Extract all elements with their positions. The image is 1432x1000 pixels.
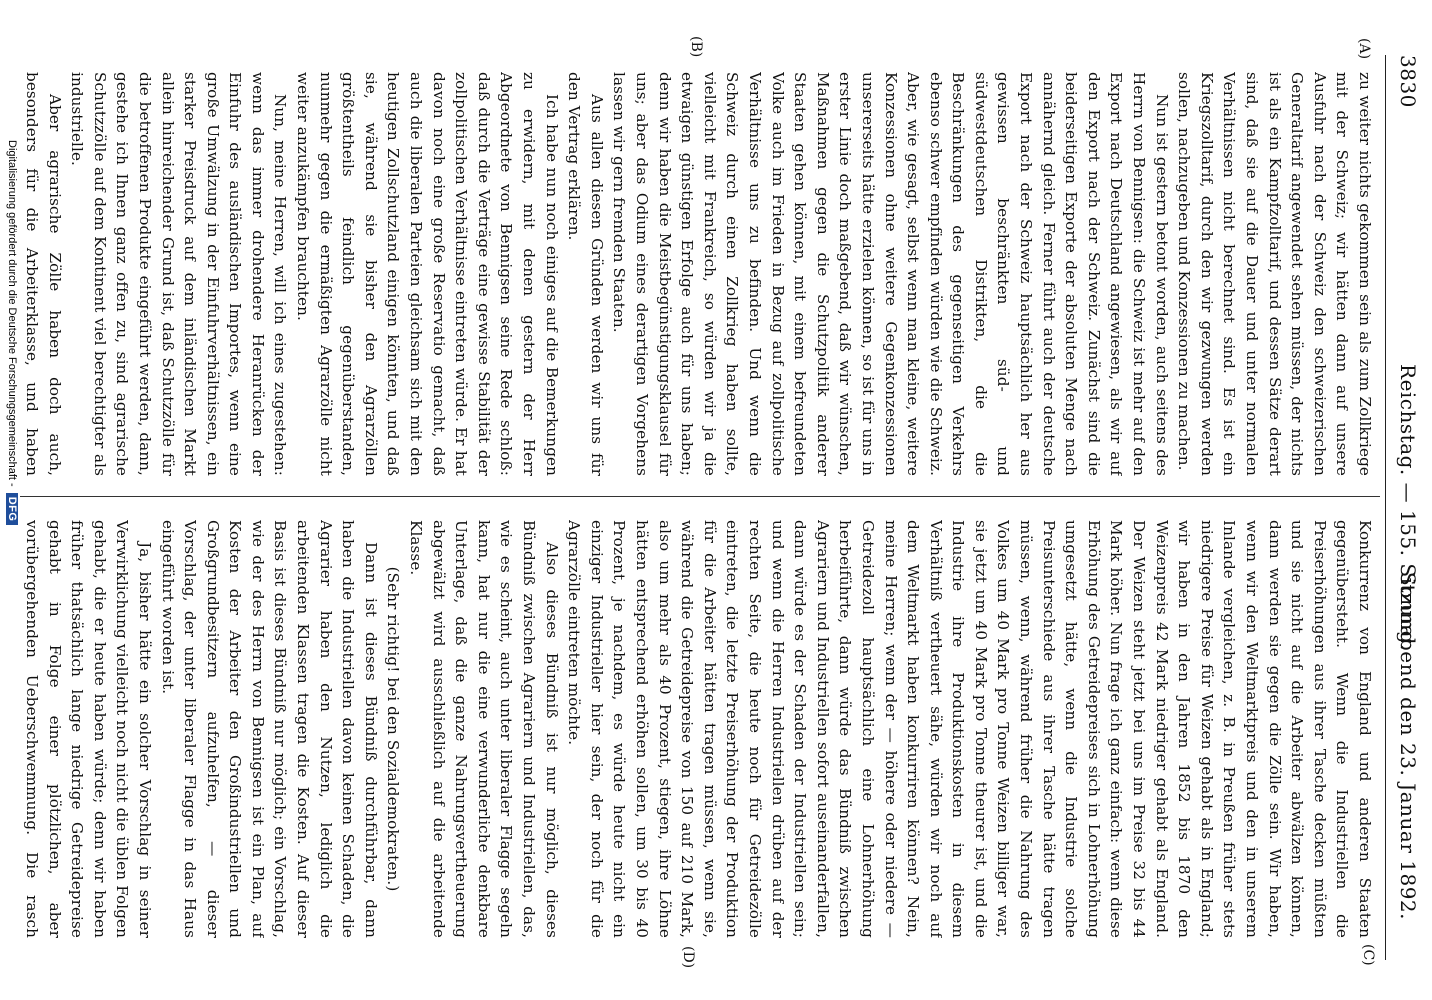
margin-marker-d: (D) xyxy=(680,946,696,969)
margin-marker-c: (C) xyxy=(1360,944,1376,966)
paragraph: Aber agrarische Zölle haben doch auch, besonders für die Arbeiterklasse, und haben xyxy=(22,72,64,476)
left-column xyxy=(20,72,1376,476)
header-rule xyxy=(1385,55,1386,960)
paragraph: Aus allen diesen Gründen werden wir uns für den Vertrag erklären. xyxy=(565,72,606,476)
paragraph: Nun ist gestern betont worden, auch seitens des Herrn von Bennigsen: die Schweiz ist mehr auf den Export nach Deutschland angewiesen, als wir auf den Export nach der Schweiz. Zunächst sind die beiderseitigen Exporte der absoluten Menge nach annähernd gleich. Ferner führt auch der deutsche Export nach der Schweiz hauptsächlich her aus gewissen beschränkten süd- und südwestdeutschen Distrikten, die die Beschränkungen des gegenseitigen Verkehrs ebenso schwer empfinden würden wie die Schweiz. Aber, wie gesagt, selbst wenn man kleine, weitere Konzessionen ohne weitere Gegenkonzessionen unsererseits hätte erzielen können, so ist für uns in erster Linie doch maßgebend, daß wir wünschen, Maßnahmen gegen die Schutzpolitik anderer Staaten gehen können, mit einem befreundeten Volke auch im Frieden in Bezug auf zollpolitische Verhältnisse uns zu befinden. Und wenn die Schweiz durch einen Zollkrieg haben sollte, vielleicht mit Frankreich, so würden wir ja die etwaigen günstigen Erfolge auch für uns haben; denn wir haben die Meistbegünstigungsklausel für uns; aber das Odium eines derartigen Vorgehens lassen wir gern fremden Staaten. xyxy=(610,72,1171,476)
session-title: Reichstag. — 155. Sitzung. xyxy=(1396,364,1420,651)
paragraph: zu weiter nichts gekommen sein als zum Zollkriege mit der Schweiz; wir hätten dann auf unsere Ausfuhr nach der Schweiz den schweizerischen Generaltarif angewendet sehen müssen, der nichts ist als ein Kampfzolltarif, und dessen Sätze derart sind, daß sie auf die Dauer und unter normalen Verhältnissen nicht berechnet sind. Es ist ein Kriegszolltarif, durch den wir gezwungen werden sollen, nachzugeben und Konzessionen zu machen. xyxy=(1175,72,1374,476)
session-date: Sonnabend den 23. Januar 1892. xyxy=(1396,572,1420,920)
paragraph: Also dieses Bündniß ist nur möglich, dieses Bündniß zwischen Agrariern und Industriellen, das, wie es scheint, auch unter liberaler Flagge segeln kann, hat nur die eine verwunderliche denkbare Unterlage, daß die ganze Nahrungsvertheuerung abgewälzt wird ausschließlich auf die arbeitende Klasse. xyxy=(407,520,561,938)
paragraph: Ich habe nun noch einiges auf die Bemerkungen zu erwidern, mit denen gestern der Herr Abgeordnete von Bennigsen seine Rede schloß: daß durch die Verträge eine gewisse Stabilität der zollpolitischen Verhältnisse eintreten würde. Er hat davon noch eine große Reservatio gemacht, daß auch die liberalen Parteien gleichsam sich mit den heutigen Zollschutzland einigen könnten, und daß sie, während sie bisher den Agrarzöllen größtentheils feindlich gegenüberstanden, nunmehr gegen die ermäßigten Agrarzölle nicht weiter anzukämpfen brauchten. xyxy=(294,72,561,476)
paragraph: (Sehr richtig! bei den Sozialdemokraten.) xyxy=(384,566,403,892)
paragraph: Ja, bisher hätte ein solcher Vorschlag in seiner Verwirklichung vielleicht noch nicht die üblen Folgen gehabt, die er heute haben würde; denn wir haben früher thatsächlich lange niedrige Getreidepreise gehabt in Folge einer plötzlichen, aber vorübergehenden Ueberschwemmung. Die rasch xyxy=(22,520,154,938)
paragraph: Dann ist dieses Bündniß durchführbar, dann haben die Industriellen davon keinen Schaden, die Agrarier haben den Nutzen, lediglich die arbeitenden Klassen tragen die Kosten. Auf dieser Basis ist dieses Bündniß nur möglich; ein Vorschlag, wie der des Herrn von Bennigsen ist ein Plan, auf Kosten der Arbeiter den Großindustriellen und Großgrundbesitzern aufzuhelfen, — dieser Vorschlag, der unter liberaler Flagge in das Haus eingeführt worden ist. xyxy=(158,520,380,938)
right-column xyxy=(20,520,1376,938)
paragraph: Nun, meine Herren, will ich eines zugestehen: wenn das immer drohendere Heranrücken der Einfuhr des ausländischen Importes, wenn eine große Umwälzung in der Einfuhrverhältnissen, ein starker Preisdruck auf dem inländischen Markt allein hinreichender Grund ist, daß Schutzzölle für die betroffenen Produkte eingeführt werden, dann, gestehe ich Ihnen ganz offen zu, sind agrarische Schutzzölle auf dem Kontinent viel berechtigter als industrielle. xyxy=(68,72,290,476)
column-divider xyxy=(20,496,1380,497)
page-number: 3830 xyxy=(1396,55,1420,108)
digitization-note: Digitalisierung gefördert durch die Deutsche Forschungsgemeinschaft - xyxy=(6,140,18,487)
running-head xyxy=(1384,55,1424,960)
digitization-footer xyxy=(2,140,18,525)
paragraph: Konkurrenz von England und anderen Staaten gegenübersteht. Wenn die Industriellen die Preiserhöhungen aus ihrer Tasche decken müßten und sie nicht auf die Arbeiter abwälzen können, dann werden sie gegen die Zölle sein. Wir haben, wenn wir den Weltmarktpreis und den in unserem Inlande vergleichen, z. B. in Preußen früher stets niedrigere Preise für Weizen gehabt als in England; wir haben in den Jahren 1852 bis 1870 den Weizenpreis 42 Mark niedriger gehabt als England. Der Weizen steht jetzt bei uns im Preise 32 bis 44 Mark höher. Nun frage ich ganz einfach: wenn diese Erhöhung des Getreidepreises sich in Lohnerhöhung umgesetzt hätte, wenn die Industrie solche Preisunterschiede aus ihrer Tasche hätte tragen müssen, wenn, während früher die Nahrung des Volkes um 40 Mark pro Tonne Weizen billiger war, sie jetzt um 40 Mark pro Tonne theurer ist, und die Industrie ihre Produktionskosten in diesem Verhältniß vertheuert sähe, würden wir noch auf dem Weltmarkt haben konkurriren können? Nein, meine Herren; wenn der — höhere oder niedere — Getreidezoll hauptsächlich eine Lohnerhöhung herbeiführte, dann würde das Bündniß zwischen Agrariern und Industriellen sofort auseinanderfallen, dann würde es der Schaden der Industriellen sein; und wenn die Herren Industriellen drüben auf der rechten Seite, die heute noch für Getreidezölle eintreten, die letzte Preiserhöhung der Produktion für die Arbeiter hätten tragen müssen, wenn sie, während die Getreidepreise von 150 auf 210 Mark, also um mehr als 40 Prozent, stiegen, ihre Löhne hätten entsprechend erhöhen sollen, um 30 bis 40 Prozent, je nachdem, es würde heute nicht ein einziger Industrieller hier sein, der noch für die Agrarzölle eintreten möchte. xyxy=(565,520,1374,938)
margin-marker-a: (A) xyxy=(1356,38,1372,60)
dfg-logo: DFG xyxy=(6,493,18,526)
margin-marker-b: (B) xyxy=(688,36,704,58)
